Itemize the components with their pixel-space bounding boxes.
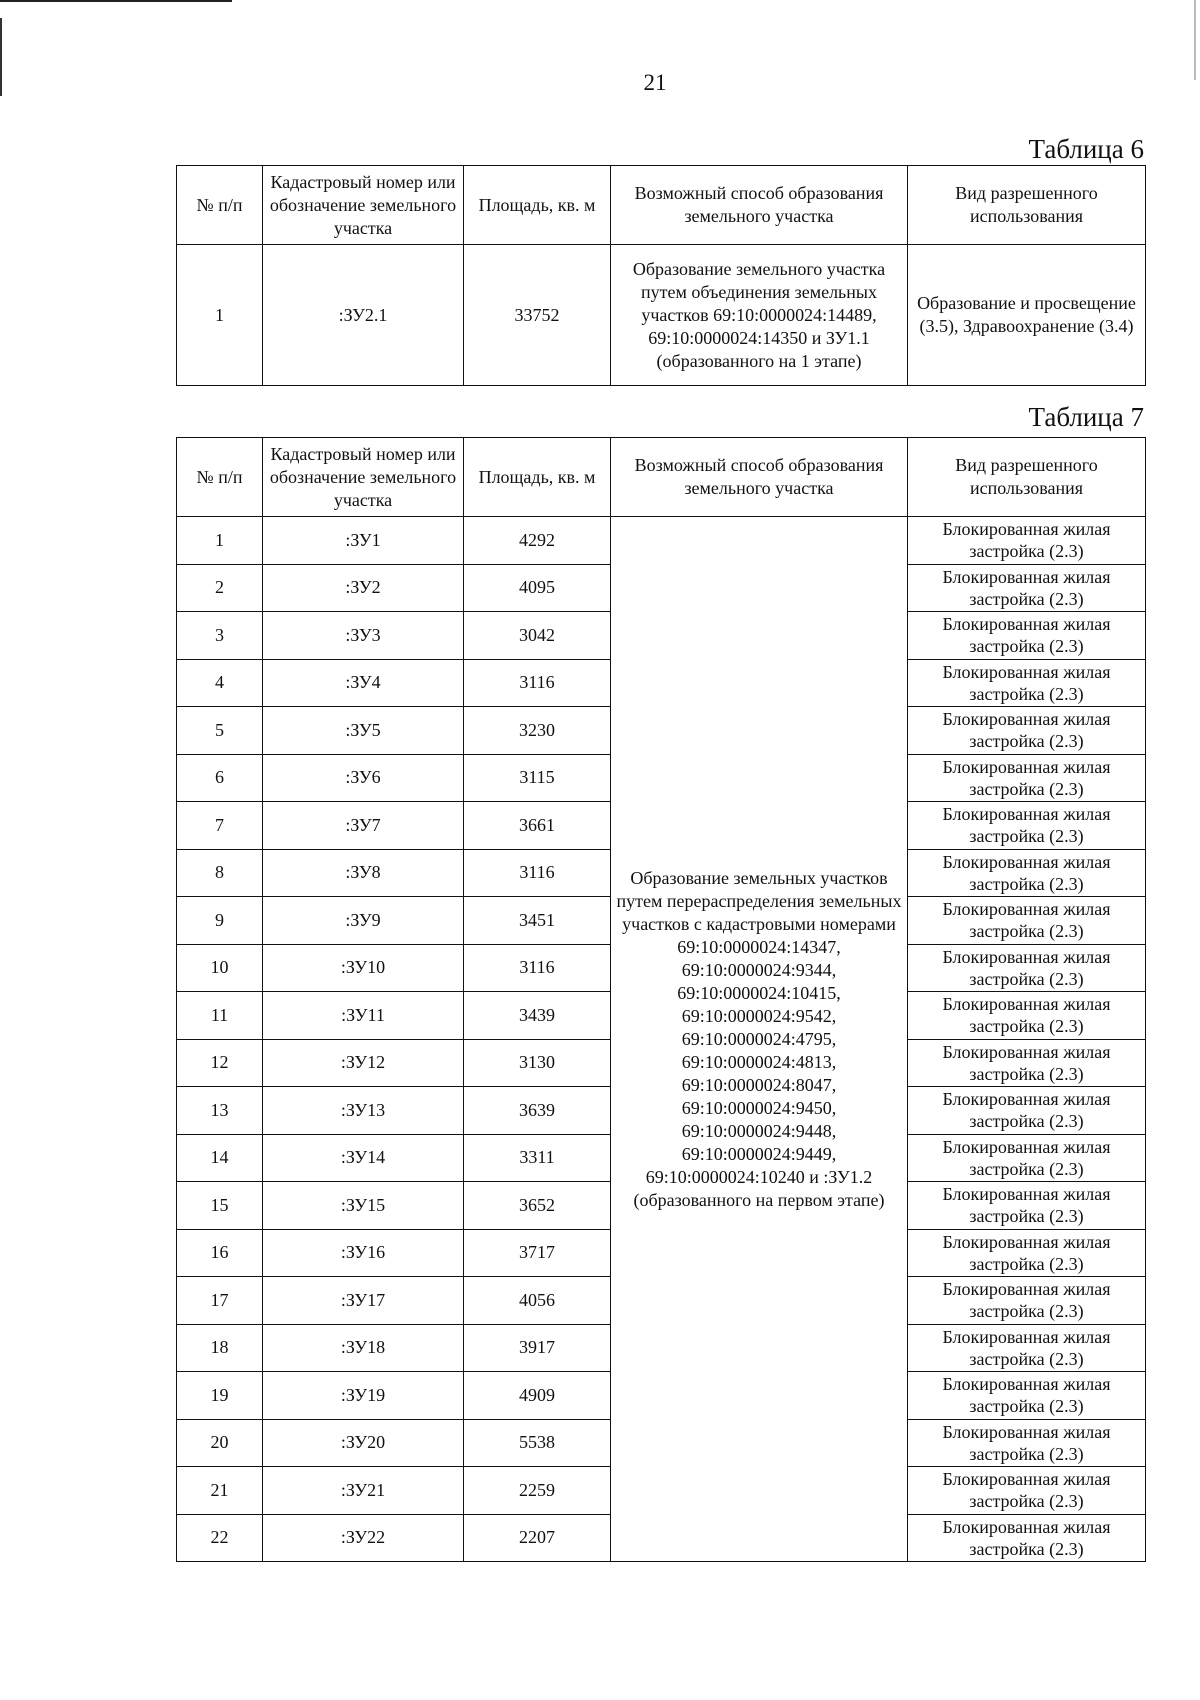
cell-use: Блокированная жилая застройка (2.3) [908, 1039, 1146, 1087]
cell-area: 3717 [464, 1229, 611, 1277]
cell-num: 15 [177, 1182, 263, 1230]
header-code: Кадастровый номер или обозначение земельного участка [263, 438, 464, 517]
table7-body [177, 517, 1146, 1562]
cell-code: :ЗУ3 [263, 612, 464, 660]
cell-use: Блокированная жилая застройка (2.3) [908, 1134, 1146, 1182]
cell-num: 3 [177, 612, 263, 660]
cell-code: :ЗУ6 [263, 754, 464, 802]
cell-use: Блокированная жилая застройка (2.3) [908, 707, 1146, 755]
cell-area: 2259 [464, 1467, 611, 1515]
header-area: Площадь, кв. м [464, 438, 611, 517]
cell-num: 19 [177, 1372, 263, 1420]
cell-code: :ЗУ13 [263, 1087, 464, 1135]
table7-caption: Таблица 7 [1028, 402, 1144, 432]
cell-code: :ЗУ21 [263, 1467, 464, 1515]
cell-num: 4 [177, 659, 263, 707]
cell-area: 4292 [464, 517, 611, 565]
cell-use: Блокированная жилая застройка (2.3) [908, 1087, 1146, 1135]
cell-num: 17 [177, 1277, 263, 1325]
cell-num: 7 [177, 802, 263, 850]
cell-method-merged: Образование земельных участков путем перераспределения земельных участков с кадастровыми номерами 69:10:0000024:14347, 69:10:0000024:9344, 69:10:0000024:10415, 69:10:0000024:9542, 69:10:0000024:4795, 69:10:0000024:4813, 69:10:0000024:8047, 69:10:0000024:9450, 69:10:0000024:9448, 69:10:0000024:9449, 69:10:0000024:10240 и :ЗУ1.2 (образованного на первом этапе) [611, 517, 908, 1562]
cell-method: Образование земельного участка путем объединения земельных участков 69:10:0000024:14489, 69:10:0000024:14350 и ЗУ1.1 (образованного на 1 этапе) [611, 245, 908, 386]
cell-use: Блокированная жилая застройка (2.3) [908, 802, 1146, 850]
cell-area: 3116 [464, 659, 611, 707]
table6-header-row [177, 166, 1146, 245]
cell-code: :ЗУ16 [263, 1229, 464, 1277]
cell-num: 18 [177, 1324, 263, 1372]
cell-num: 16 [177, 1229, 263, 1277]
cell-num: 12 [177, 1039, 263, 1087]
cell-use: Блокированная жилая застройка (2.3) [908, 944, 1146, 992]
cell-num: 8 [177, 849, 263, 897]
table6 [176, 165, 1146, 386]
cell-code: :ЗУ19 [263, 1372, 464, 1420]
cell-area: 3116 [464, 849, 611, 897]
cell-area: 3042 [464, 612, 611, 660]
cell-code: :ЗУ14 [263, 1134, 464, 1182]
cell-code: :ЗУ11 [263, 992, 464, 1040]
cell-code: :ЗУ10 [263, 944, 464, 992]
cell-code: :ЗУ2 [263, 564, 464, 612]
cell-code: :ЗУ7 [263, 802, 464, 850]
cell-code: :ЗУ12 [263, 1039, 464, 1087]
header-code: Кадастровый номер или обозначение земельного участка [263, 166, 464, 245]
cell-num: 10 [177, 944, 263, 992]
header-method: Возможный способ образования земельного участка [611, 166, 908, 245]
cell-use: Блокированная жилая застройка (2.3) [908, 1514, 1146, 1562]
cell-area: 3230 [464, 707, 611, 755]
header-area: Площадь, кв. м [464, 166, 611, 245]
cell-area: 3116 [464, 944, 611, 992]
cell-use: Блокированная жилая застройка (2.3) [908, 564, 1146, 612]
cell-area: 3115 [464, 754, 611, 802]
cell-use: Блокированная жилая застройка (2.3) [908, 1229, 1146, 1277]
cell-num: 14 [177, 1134, 263, 1182]
cell-code: :ЗУ4 [263, 659, 464, 707]
cell-area: 3639 [464, 1087, 611, 1135]
cell-num: 5 [177, 707, 263, 755]
cell-area: 3451 [464, 897, 611, 945]
cell-use: Блокированная жилая застройка (2.3) [908, 754, 1146, 802]
table-row [177, 517, 1146, 565]
cell-use: Блокированная жилая застройка (2.3) [908, 612, 1146, 660]
cell-num: 13 [177, 1087, 263, 1135]
cell-use: Блокированная жилая застройка (2.3) [908, 1372, 1146, 1420]
cell-num: 11 [177, 992, 263, 1040]
header-num: № п/п [177, 438, 263, 517]
cell-area: 3130 [464, 1039, 611, 1087]
scan-edge-top [0, 0, 232, 2]
cell-use: Блокированная жилая застройка (2.3) [908, 1467, 1146, 1515]
page-number: 21 [643, 70, 667, 95]
cell-num: 1 [177, 517, 263, 565]
cell-area: 5538 [464, 1419, 611, 1467]
cell-num: 9 [177, 897, 263, 945]
scan-edge-right [1194, 0, 1196, 80]
cell-area: 3652 [464, 1182, 611, 1230]
table7 [176, 437, 1146, 1562]
cell-code: :ЗУ1 [263, 517, 464, 565]
header-method: Возможный способ образования земельного участка [611, 438, 908, 517]
cell-area: 3311 [464, 1134, 611, 1182]
cell-area: 33752 [464, 245, 611, 386]
cell-code: :ЗУ20 [263, 1419, 464, 1467]
cell-use: Блокированная жилая застройка (2.3) [908, 849, 1146, 897]
cell-num: 2 [177, 564, 263, 612]
cell-use: Блокированная жилая застройка (2.3) [908, 659, 1146, 707]
cell-num: 21 [177, 1467, 263, 1515]
cell-num: 6 [177, 754, 263, 802]
cell-use: Блокированная жилая застройка (2.3) [908, 1182, 1146, 1230]
cell-area: 3661 [464, 802, 611, 850]
cell-use: Блокированная жилая застройка (2.3) [908, 1277, 1146, 1325]
cell-code: :ЗУ9 [263, 897, 464, 945]
cell-use: Блокированная жилая застройка (2.3) [908, 1419, 1146, 1467]
header-use: Вид разрешенного использования [908, 166, 1146, 245]
cell-use: Блокированная жилая застройка (2.3) [908, 1324, 1146, 1372]
cell-use: Блокированная жилая застройка (2.3) [908, 517, 1146, 565]
header-use: Вид разрешенного использования [908, 438, 1146, 517]
table6-caption: Таблица 6 [1028, 134, 1144, 164]
cell-num: 22 [177, 1514, 263, 1562]
cell-area: 2207 [464, 1514, 611, 1562]
cell-code: :ЗУ17 [263, 1277, 464, 1325]
cell-code: :ЗУ22 [263, 1514, 464, 1562]
cell-use: Блокированная жилая застройка (2.3) [908, 992, 1146, 1040]
cell-num: 1 [177, 245, 263, 386]
cell-use: Образование и просвещение (3.5), Здравоохранение (3.4) [908, 245, 1146, 386]
cell-area: 3917 [464, 1324, 611, 1372]
cell-area: 4095 [464, 564, 611, 612]
table7-header-row [177, 438, 1146, 517]
cell-code: :ЗУ2.1 [263, 245, 464, 386]
cell-num: 20 [177, 1419, 263, 1467]
cell-area: 3439 [464, 992, 611, 1040]
cell-area: 4909 [464, 1372, 611, 1420]
table-row [177, 245, 1146, 386]
cell-area: 4056 [464, 1277, 611, 1325]
cell-code: :ЗУ18 [263, 1324, 464, 1372]
header-num: № п/п [177, 166, 263, 245]
cell-use: Блокированная жилая застройка (2.3) [908, 897, 1146, 945]
cell-code: :ЗУ5 [263, 707, 464, 755]
cell-code: :ЗУ8 [263, 849, 464, 897]
cell-code: :ЗУ15 [263, 1182, 464, 1230]
